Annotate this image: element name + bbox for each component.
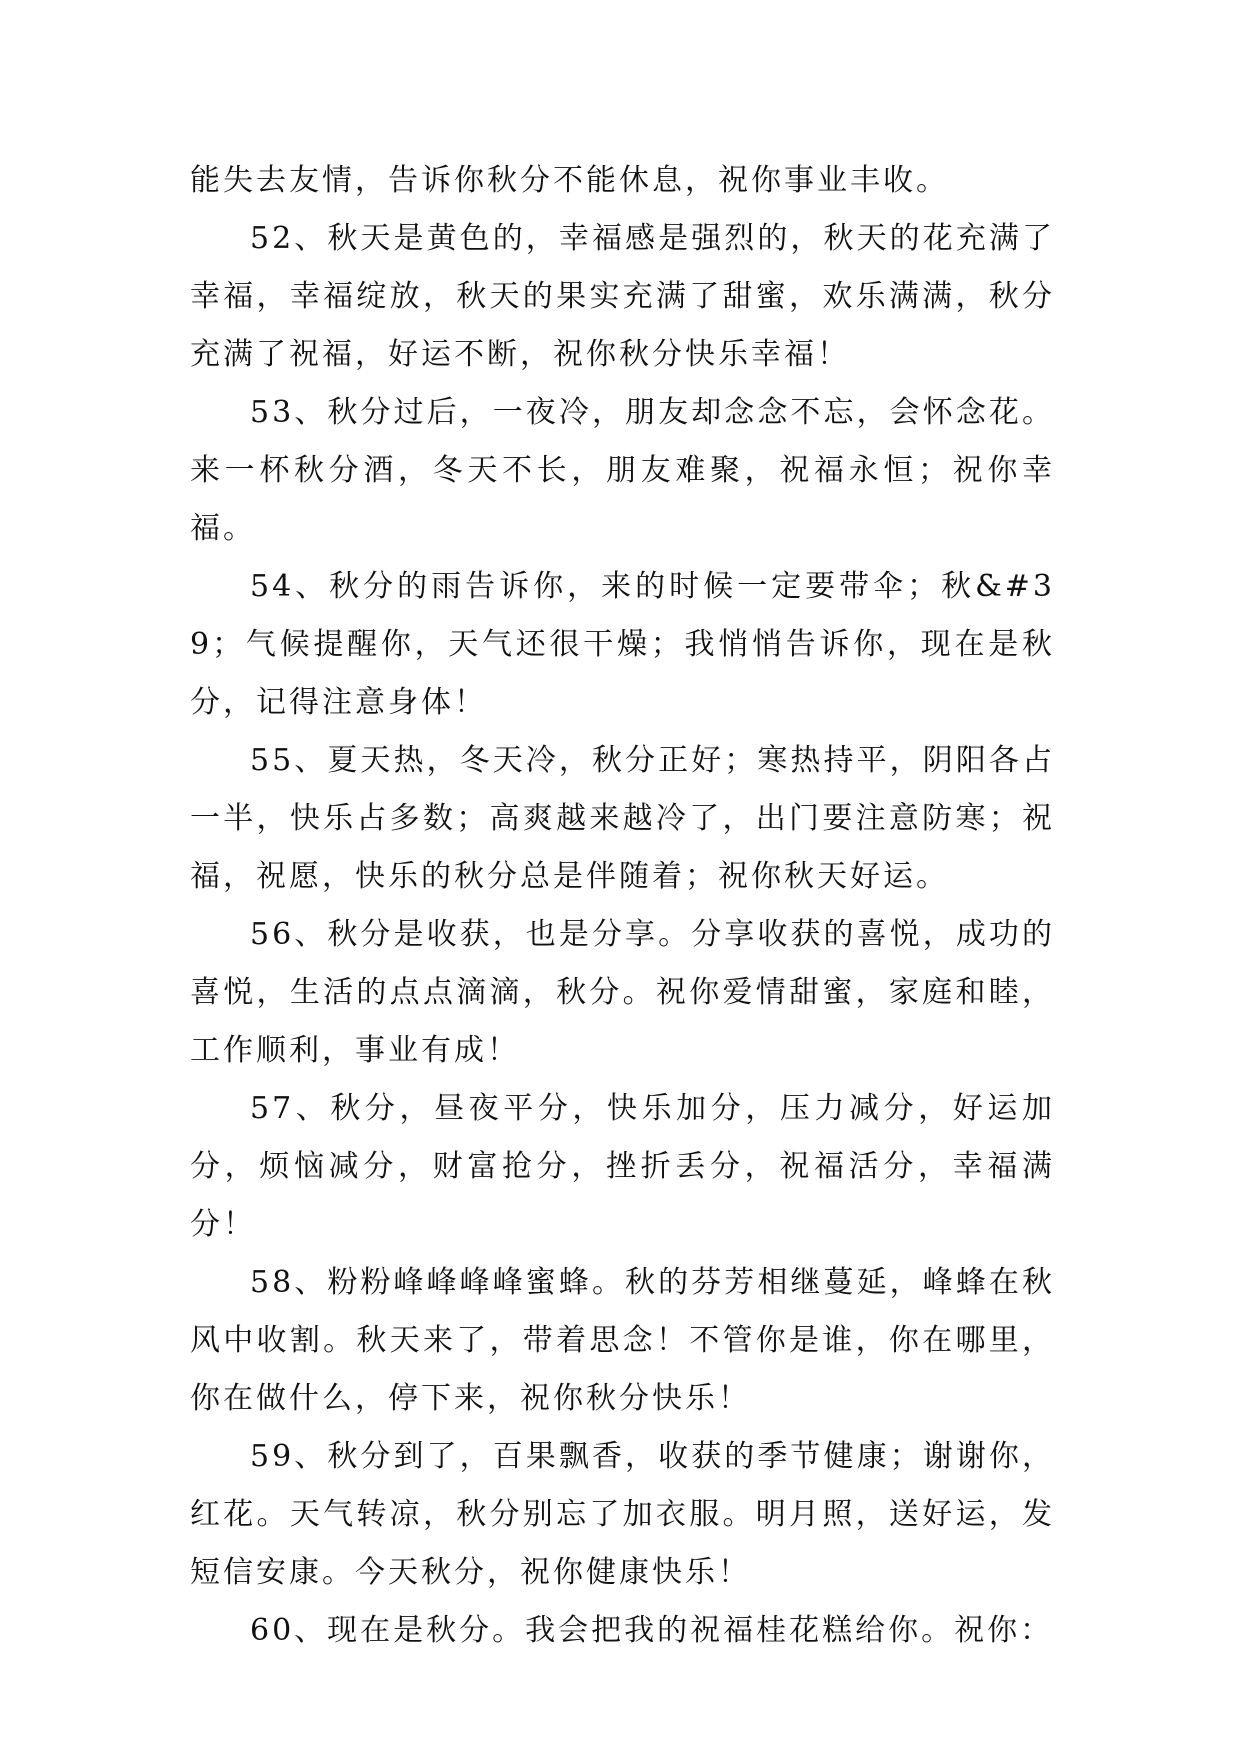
paragraph-53: 53、秋分过后，一夜冷，朋友却念念不忘，会怀念花。来一杯秋分酒，冬天不长，朋友难聚，祝福永恒；祝你幸福。 [190,395,1055,546]
paragraph-57: 57、秋分，昼夜平分，快乐加分，压力减分，好运加分，烦恼减分，财富抢分，挫折丢分，祝福活分，幸福满分！ [190,1091,1055,1242]
paragraph-56: 56、秋分是收获，也是分享。分享收获的喜悦，成功的喜悦，生活的点点滴滴，秋分。祝你爱情甜蜜，家庭和睦，工作顺利，事业有成！ [190,917,1055,1068]
document-body [190,152,1055,1660]
paragraph-55: 55、夏天热，冬天冷，秋分正好；寒热持平，阴阳各占一半，快乐占多数；高爽越来越冷了，出门要注意防寒；祝福，祝愿，快乐的秋分总是伴随着；祝你秋天好运。 [190,743,1055,894]
paragraph-58: 58、粉粉峰峰峰峰蜜蜂。秋的芬芳相继蔓延，峰蜂在秋风中收割。秋天来了，带着思念！不管你是谁，你在哪里，你在做什么，停下来，祝你秋分快乐！ [190,1265,1055,1416]
paragraph-60: 60、现在是秋分。我会把我的祝福桂花糕给你。祝你： [250,1613,1054,1648]
paragraph-59: 59、秋分到了，百果飘香，收获的季节健康；谢谢你，红花。天气转凉，秋分别忘了加衣服。明月照，送好运，发短信安康。今天秋分，祝你健康快乐！ [190,1439,1055,1590]
paragraph-54: 54、秋分的雨告诉你，来的时候一定要带伞；秋&#39；气候提醒你，天气还很干燥；我悄悄告诉你，现在是秋分，记得注意身体！ [190,569,1055,720]
paragraph-continued: 能失去友情，告诉你秋分不能休息，祝你事业丰收。 [190,163,949,198]
paragraph-52: 52、秋天是黄色的，幸福感是强烈的，秋天的花充满了幸福，幸福绽放，秋天的果实充满了甜蜜，欢乐满满，秋分充满了祝福，好运不断，祝你秋分快乐幸福！ [190,221,1055,372]
